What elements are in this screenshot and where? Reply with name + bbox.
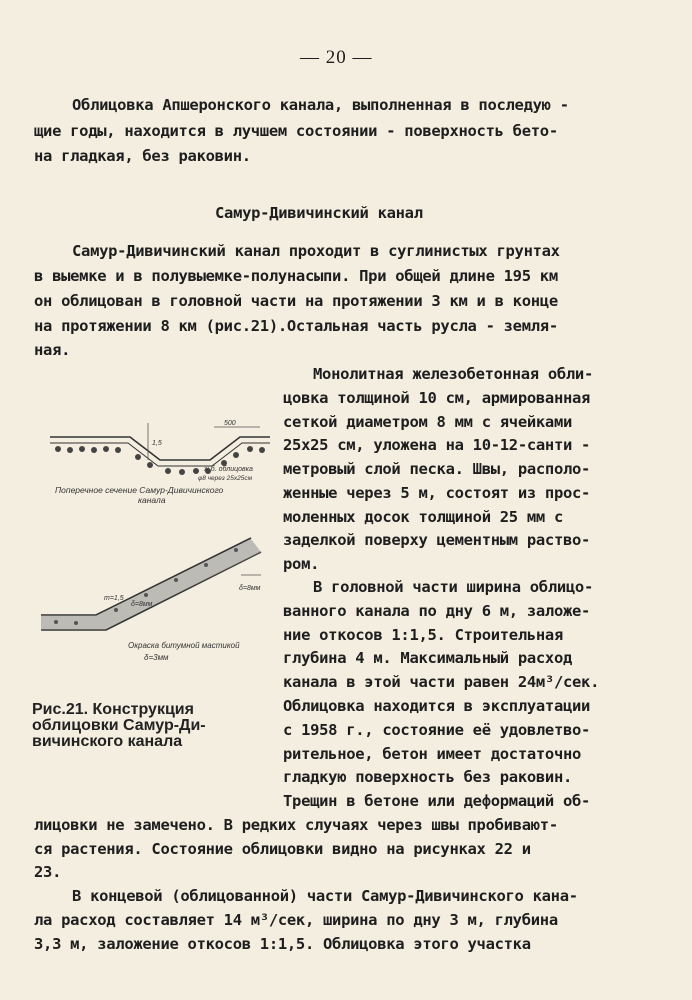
text-line: Облицовка находится в эксплуатации bbox=[283, 697, 591, 715]
text-line: 23. bbox=[34, 863, 62, 881]
sketch1-dim: 500 bbox=[224, 420, 236, 427]
sketch1-slope: 1,5 bbox=[152, 440, 162, 447]
caption-line: облицовки Самур-Ди- bbox=[32, 717, 206, 734]
figure-caption bbox=[32, 702, 206, 750]
text-line: женные через 5 м, состоят из прос- bbox=[283, 484, 591, 502]
text-line: ся растения. Состояние облицовки видно на рисунках 22 и bbox=[34, 840, 531, 858]
sketch2-label: Окраска битумной мастикой bbox=[128, 641, 240, 650]
sketch1-caption: канала bbox=[138, 495, 166, 505]
text-line: моленных досок толщиной 25 мм с bbox=[283, 508, 563, 526]
text-line: заделкой поверху цементным раство- bbox=[283, 531, 591, 549]
text-line: ная. bbox=[34, 341, 71, 359]
text-line: щие годы, находится в лучшем состоянии - поверхность бето- bbox=[34, 122, 558, 140]
sketch2-mark: m=1,5 bbox=[104, 595, 124, 602]
text-line: 25x25 см, уложена на 10-12-санти - bbox=[283, 436, 591, 454]
text-line: канала в этой части равен 24м³/сек. bbox=[283, 673, 600, 691]
caption-line: Рис.21. Конструкция bbox=[32, 701, 194, 718]
text-line: В концевой (облицованной) части Самур-Дивичинского кана- bbox=[72, 887, 578, 905]
text-line: лицовки не замечено. В редких случаях через швы пробивают- bbox=[34, 816, 558, 834]
text-line: ванного канала по дну 6 м, заложе- bbox=[283, 602, 591, 620]
page-number: — 20 — bbox=[300, 47, 373, 68]
text-line: гладкую поверхность без раковин. bbox=[283, 768, 573, 786]
text-line: Самур-Дивичинский канал проходит в суглинистых грунтах bbox=[72, 242, 560, 260]
sketch2-mark: δ=8мм bbox=[239, 585, 261, 592]
text-line: В головной части ширина облицо- bbox=[313, 578, 593, 596]
text-line: с 1958 г., состояние её удовлетво- bbox=[283, 721, 591, 739]
sketch2-mark: δ=8мм bbox=[131, 601, 153, 608]
text-line: на гладкая, без раковин. bbox=[34, 147, 251, 165]
text-line: в выемке и в полувыемке-полунасыпи. При общей длине 195 км bbox=[34, 267, 558, 285]
text-line: на протяжении 8 км (рис.21).Остальная часть русла - земля- bbox=[34, 317, 558, 335]
text-line: метровый слой песка. Швы, располо- bbox=[283, 460, 591, 478]
text-line: ние откосов 1:1,5. Строительная bbox=[283, 626, 563, 644]
text-line: рительное, бетон имеет достаточно bbox=[283, 745, 582, 763]
cross-section-sketch bbox=[40, 405, 280, 505]
section-heading: Самур-Дивичинский канал bbox=[215, 204, 423, 222]
lining-detail-sketch bbox=[36, 520, 276, 670]
sketch2-label: δ=3мм bbox=[144, 653, 169, 662]
sketch1-label: φ8 через 25x25см bbox=[198, 475, 253, 482]
text-line: цовка толщиной 10 см, армированная bbox=[283, 389, 591, 407]
text-line: Монолитная железобетонная обли- bbox=[313, 365, 593, 383]
text-line: сеткой диаметром 8 мм с ячейками bbox=[283, 413, 573, 431]
text-line: глубина 4 м. Максимальный расход bbox=[283, 649, 573, 667]
text-line: 3,3 м, заложение откосов 1:1,5. Облицовка этого участка bbox=[34, 935, 531, 953]
caption-line: вичинского канала bbox=[32, 733, 183, 750]
sketch1-label: ж.б. облицовка bbox=[204, 466, 253, 473]
text-line: Трещин в бетоне или деформаций об- bbox=[283, 792, 591, 810]
text-line: ла расход составляет 14 м³/сек, ширина по дну 3 м, глубина bbox=[34, 911, 558, 929]
sketch1-caption: Поперечное сечение Самур-Дивичинского bbox=[55, 485, 224, 495]
text-line: ром. bbox=[283, 555, 320, 573]
text-line: он облицован в головной части на протяжении 3 км и в конце bbox=[34, 292, 558, 310]
text-line: Облицовка Апшеронского канала, выполненная в последую - bbox=[72, 96, 569, 114]
